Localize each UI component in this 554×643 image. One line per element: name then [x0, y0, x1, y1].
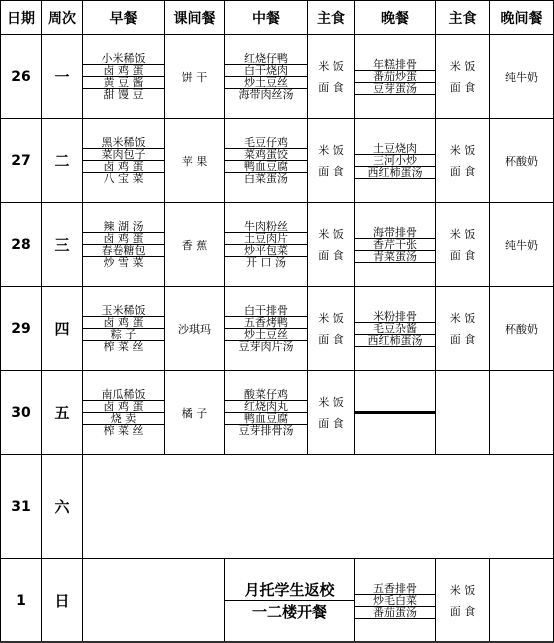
- night-snack-cell: 杯酸奶: [490, 287, 554, 371]
- staple-item: 面 食: [449, 332, 476, 346]
- dinner-item: 土豆烧肉: [355, 143, 435, 155]
- header-breakfast: 早餐: [83, 1, 165, 35]
- breakfast-item: 黄 豆 酱: [83, 77, 164, 89]
- lunch-item: 红烧仔鸭: [225, 53, 307, 65]
- header-night-snack: 晚间餐: [490, 1, 554, 35]
- dinner-item: 青菜蛋汤: [355, 251, 435, 263]
- lunch-item: 豆芽肉片汤: [238, 340, 294, 353]
- header-row: [1, 1, 554, 35]
- breakfast-cell: [83, 35, 165, 119]
- table-row: [1, 371, 554, 455]
- day-weekday: 六: [42, 455, 83, 559]
- header-date: 日期: [1, 1, 42, 35]
- staple-item: 面 食: [449, 164, 476, 178]
- day-weekday: 五: [42, 371, 83, 455]
- dinner-item: 年糕排骨: [355, 59, 435, 71]
- breakfast-item: 粽 子: [83, 329, 164, 341]
- day-weekday: 四: [42, 287, 83, 371]
- staple-item: 面 食: [318, 416, 344, 430]
- dinner-staple-cell: [436, 119, 490, 203]
- breakfast-item: 甜 馒 豆: [103, 88, 144, 101]
- night-snack-cell: 杯酸奶: [490, 119, 554, 203]
- snack-cell: 苹 果: [165, 119, 225, 203]
- snack-cell: 橘 子: [165, 371, 225, 455]
- lunch-item: 鸭血豆腐: [225, 413, 307, 425]
- staple-item: 面 食: [318, 80, 344, 94]
- dinner-cell: [355, 287, 436, 371]
- lunch-item: 炒土豆丝: [225, 77, 307, 89]
- staple-item: 面 食: [318, 248, 344, 262]
- dinner-item: 米粉排骨: [355, 311, 435, 323]
- dinner-item: 番茄炒蛋: [355, 71, 435, 83]
- breakfast-item: 卤 鸡 蛋: [83, 65, 164, 77]
- dinner-item: 香芹干张: [355, 239, 435, 251]
- header-snack: 课间餐: [165, 1, 225, 35]
- breakfast-item: 黑米稀饭: [83, 137, 164, 149]
- breakfast-cell: [83, 371, 165, 455]
- dinner-item: 炒毛白菜: [355, 595, 435, 607]
- lunch-item: 酸菜仔鸡: [225, 389, 307, 401]
- header-dinner: 晚餐: [355, 1, 436, 35]
- breakfast-item: 炒 雪 菜: [103, 256, 144, 269]
- breakfast-item: 玉米稀饭: [83, 305, 164, 317]
- day-weekday: 一: [42, 35, 83, 119]
- empty-breakfast-cell: [83, 559, 225, 643]
- day-date: 27: [1, 119, 42, 203]
- night-snack-cell: 纯牛奶: [490, 203, 554, 287]
- breakfast-item: 烧 卖: [83, 413, 164, 425]
- staple-item: 面 食: [449, 604, 476, 618]
- dinner-cell: [355, 203, 436, 287]
- table-row: [1, 559, 554, 643]
- day-date: 26: [1, 35, 42, 119]
- lunch-staple-cell: [308, 287, 355, 371]
- dinner-item-empty: [355, 413, 435, 414]
- staple-item: 米 饭: [318, 311, 344, 325]
- lunch-staple-cell: [308, 35, 355, 119]
- breakfast-cell: [83, 119, 165, 203]
- staple-item: 面 食: [449, 80, 476, 94]
- day-weekday: 二: [42, 119, 83, 203]
- dinner-cell: [355, 35, 436, 119]
- day-date: 31: [1, 455, 42, 559]
- lunch-item: 白菜蛋汤: [244, 172, 288, 185]
- staple-item: 米 饭: [449, 227, 476, 241]
- staple-item: 面 食: [449, 248, 476, 262]
- lunch-item: 毛豆仔鸡: [225, 137, 307, 149]
- lunch-item: 开 口 汤: [246, 256, 286, 269]
- day-weekday: 日: [42, 559, 83, 643]
- dinner-staple-cell: [436, 371, 490, 455]
- dinner-staple-cell: [436, 35, 490, 119]
- staple-item: 米 饭: [449, 59, 476, 73]
- breakfast-item: 榨 菜 丝: [103, 424, 144, 437]
- lunch-item: 土豆肉片: [225, 233, 307, 245]
- lunch-cell: [225, 203, 308, 287]
- dinner-item: 豆芽蛋汤: [355, 83, 435, 95]
- breakfast-item: 卤 鸡 蛋: [83, 233, 164, 245]
- lunch-staple-cell: [308, 371, 355, 455]
- header-lunch-staple: 主食: [308, 1, 355, 35]
- staple-item: 米 饭: [449, 143, 476, 157]
- table-row: [1, 287, 554, 371]
- lunch-cell: [225, 287, 308, 371]
- staple-item: 米 饭: [318, 143, 344, 157]
- day-date: 28: [1, 203, 42, 287]
- lunch-item: 炒土豆丝: [225, 329, 307, 341]
- notice-cell: [225, 559, 355, 643]
- table-row: [1, 119, 554, 203]
- breakfast-item: 春卷糖包: [83, 245, 164, 257]
- dinner-staple-cell: [436, 203, 490, 287]
- staple-item: 米 饭: [449, 311, 476, 325]
- breakfast-item: 卤 鸡 蛋: [83, 401, 164, 413]
- table-row: [1, 203, 554, 287]
- night-snack-cell: 纯牛奶: [490, 35, 554, 119]
- breakfast-item: 南瓜稀饭: [83, 389, 164, 401]
- day-weekday: 三: [42, 203, 83, 287]
- lunch-item: 白干排骨: [225, 305, 307, 317]
- lunch-item: 牛肉粉丝: [225, 221, 307, 233]
- lunch-item: 鸭血豆腐: [225, 161, 307, 173]
- breakfast-cell: [83, 287, 165, 371]
- dinner-item: 三河小炒: [355, 155, 435, 167]
- lunch-item: 炒平包菜: [225, 245, 307, 257]
- snack-cell: 香 蕉: [165, 203, 225, 287]
- dinner-cell: [355, 559, 436, 643]
- snack-cell: 饼 干: [165, 35, 225, 119]
- breakfast-item: 辣 湖 汤: [83, 221, 164, 233]
- notice-line: 月托学生返校: [225, 579, 354, 601]
- dinner-item: 西红柿蛋汤: [355, 167, 435, 179]
- dinner-item: 五香排骨: [355, 583, 435, 595]
- header-lunch: 中餐: [225, 1, 308, 35]
- lunch-item: 菜鸡蛋饺: [225, 149, 307, 161]
- day-date: 30: [1, 371, 42, 455]
- snack-cell: 沙琪玛: [165, 287, 225, 371]
- lunch-staple-cell: [308, 203, 355, 287]
- header-week: 周次: [42, 1, 83, 35]
- lunch-item: 白干烧肉: [225, 65, 307, 77]
- dinner-item: 西红柿蛋汤: [355, 335, 435, 347]
- dinner-cell: [355, 371, 436, 455]
- breakfast-item: 八 宝 菜: [103, 172, 144, 185]
- lunch-item: 五香烤鸭: [225, 317, 307, 329]
- lunch-cell: [225, 119, 308, 203]
- night-snack-cell: [490, 371, 554, 455]
- staple-item: 米 饭: [318, 59, 344, 73]
- staple-item: 米 饭: [318, 395, 344, 409]
- breakfast-item: 菜肉包子: [83, 149, 164, 161]
- header-dinner-staple: 主食: [436, 1, 490, 35]
- staple-item: 面 食: [318, 332, 344, 346]
- staple-item: 面 食: [318, 164, 344, 178]
- night-snack-cell: [490, 559, 554, 643]
- lunch-cell: [225, 371, 308, 455]
- breakfast-item: 卤 鸡 蛋: [83, 317, 164, 329]
- lunch-item: 海带肉丝汤: [238, 88, 294, 101]
- breakfast-cell: [83, 203, 165, 287]
- day-date: 29: [1, 287, 42, 371]
- dinner-staple-cell: [436, 559, 490, 643]
- lunch-staple-cell: [308, 119, 355, 203]
- table-row: [1, 455, 554, 559]
- staple-item: 米 饭: [449, 583, 476, 597]
- breakfast-item: 榨 菜 丝: [103, 340, 144, 353]
- dinner-item: 毛豆杂酱: [355, 323, 435, 335]
- notice-line: 一二楼开餐: [251, 603, 327, 621]
- lunch-item: 豆芽排骨汤: [238, 424, 294, 437]
- dinner-item: 番茄蛋汤: [355, 607, 435, 619]
- dinner-staple-cell: [436, 287, 490, 371]
- lunch-cell: [225, 35, 308, 119]
- day-date: 1: [1, 559, 42, 643]
- table-row: [1, 35, 554, 119]
- breakfast-item: 小米稀饭: [83, 53, 164, 65]
- dinner-item: 海带排骨: [355, 227, 435, 239]
- dinner-cell: [355, 119, 436, 203]
- breakfast-item: 卤 鸡 蛋: [83, 161, 164, 173]
- lunch-item: 红烧肉丸: [225, 401, 307, 413]
- empty-day-cell: [83, 455, 554, 559]
- staple-item: 米 饭: [318, 227, 344, 241]
